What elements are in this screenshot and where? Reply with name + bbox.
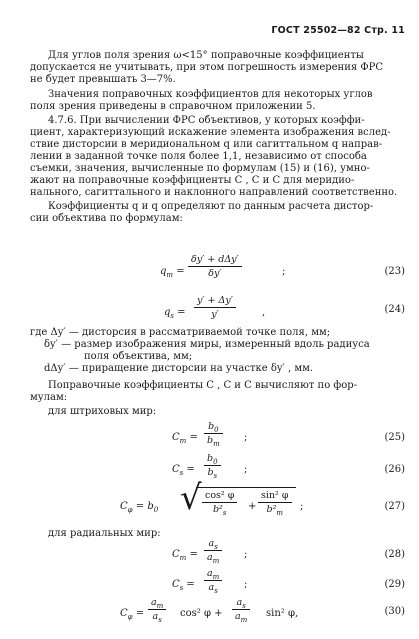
eq24-fraction: y′ + Δy′ y′ (194, 295, 236, 320)
eq28-fraction: $a_s$ $a_m$ (204, 538, 222, 563)
body-line: Значения поправочных коэффициентов для некоторых углов (48, 89, 373, 100)
sqrt-bar (196, 487, 296, 488)
eq30-lhs: $C_\varphi$ = (120, 608, 145, 621)
eq26-lhs: $C_s$ = (172, 464, 195, 477)
definition-line: δy′ — размер изображения миры, измеренный вдоль радиуса (44, 339, 370, 350)
eq25-number: (25) (384, 432, 405, 443)
eq27-lhs: $C_\varphi = b_0$ (120, 501, 159, 514)
eq23-fraction: δy′ + dΔy′ δy′ (188, 254, 242, 279)
eq24-lhs: $q_s$ = (164, 307, 186, 320)
eq24-tail: , (262, 307, 266, 318)
eq26-fraction: $b_0$ $b_s$ (204, 453, 221, 478)
eq30-fraction-1: $a_m$ $a_s$ (148, 597, 166, 622)
body-line: сии объектива по формулам: (30, 213, 183, 224)
body-line: нального, сагиттального и наклонного направлений соответственно. (30, 187, 398, 198)
eq25-tail: ; (244, 432, 248, 443)
radial-label: для радиальных мир: (48, 528, 161, 539)
eq30-fraction-2: $a_s$ $a_m$ (232, 597, 250, 622)
eq27-number: (27) (384, 501, 405, 512)
body-line: Для углов поля зрения ω<15° поправочные коэффициенты (48, 50, 364, 61)
page-header: ГОСТ 25502—82 Стр. 11 (271, 25, 405, 36)
body-line: 4.7.6. При вычислении ФРС объективов, у которых коэффи- (48, 115, 365, 126)
body-line: съемки, значения, вычисленные по формулам (15) и (16), умно- (30, 163, 370, 174)
body-line: Коэффициенты q и q определяют по данным расчета дистор- (48, 201, 374, 212)
eq26-number: (26) (384, 464, 405, 475)
eq30-mid-2: sin² φ, (266, 608, 299, 619)
eq23-tail: ; (282, 266, 286, 277)
body-line: циент, характеризующий искажение элемента изображения вслед- (30, 127, 391, 138)
eq30-number: (30) (384, 606, 405, 617)
definition-line: поля объектива, мм; (84, 351, 193, 362)
eq28-lhs: $C_m$ = (172, 549, 198, 562)
definition-line: где Δy′ — дисторсия в рассматриваемой точке поля, мм; (30, 327, 331, 338)
body-line: мулам: (30, 392, 68, 403)
eq29-lhs: $C_s$ = (172, 579, 195, 592)
body-line: не будет превышать 3—7%. (30, 74, 176, 85)
eq30-mid-1: cos² φ + (180, 608, 223, 619)
eq25-lhs: $C_m$ = (172, 432, 198, 445)
eq28-tail: ; (244, 549, 248, 560)
eq25-fraction: $b_0$ $b_m$ (204, 421, 223, 446)
eq29-fraction: $a_m$ $a_s$ (204, 568, 222, 593)
body-line: поля зрения приведены в справочном приложении 5. (30, 101, 316, 112)
body-line: для штриховых мир: (48, 406, 157, 417)
body-line: допускается не учитывать, при этом погрешность измерения ФРС (30, 62, 384, 73)
body-line: Поправочные коэффициенты C , C и C вычисляют по фор- (48, 380, 358, 391)
eq29-number: (29) (384, 579, 405, 590)
eq27-fraction-cos: cos² φ $b^2_s$ (202, 490, 237, 515)
body-line: ствие дисторсии в меридиональном q или сагиттальном q направ- (30, 139, 383, 150)
eq26-tail: ; (244, 464, 248, 475)
eq29-tail: ; (244, 579, 248, 590)
eq27-fraction-sin: sin² φ $b^2_m$ (258, 490, 292, 515)
eq24-number: (24) (384, 304, 405, 315)
eq27-tail: ; (300, 501, 304, 512)
sqrt-sign: √ (180, 478, 202, 518)
eq23-lhs: $q_m$ = (160, 266, 185, 279)
body-line: лении в заданной точке поля более 1,1, независимо от способа (30, 151, 367, 162)
body-line: жают на поправочные коэффициенты C , C и C для меридио- (30, 175, 355, 186)
eq23-number: (23) (384, 266, 405, 277)
definition-line: dΔy′ — приращение дисторсии на участке δy′ , мм. (44, 363, 314, 374)
eq27-plus: + (248, 501, 257, 512)
eq28-number: (28) (384, 549, 405, 560)
